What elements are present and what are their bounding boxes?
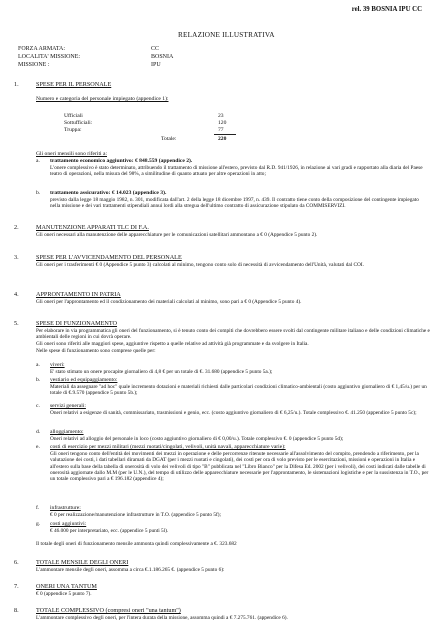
section-8-text: L'ammontare complessivo degli oneri, per l'intera durata della missione, assomma quindi a € 7.275.761. (appendice 6). xyxy=(36,615,288,621)
item-5e-head: costi di esercizio per mezzi militari (mezzi ruotati/cingolati, velivoli, unità navali, apparecchiature varie): xyxy=(50,444,286,450)
sottufficiali-label: Sottufficiali: xyxy=(64,120,93,126)
item-a-head: trattamento economico aggiuntivo: € 848.559 (appendice 2). xyxy=(50,158,193,164)
section-2-number: 2. xyxy=(14,224,19,231)
section-7-number: 7. xyxy=(14,583,19,590)
item-5c-letter: c. xyxy=(36,403,40,409)
section-5-totale: Il totale degli oneri di funzionamento mensile ammonta quindi complessivamente a €. 323.682 xyxy=(36,541,237,547)
item-5d-head: alloggiamento: xyxy=(50,429,84,435)
item-b-head: trattamento assicurativo: € 14.023 (appendice 3). xyxy=(50,190,167,196)
item-5b-text: Materiali da assegnare "ad hoc" quale incremento dotazioni e materiali richiesti dalle particolari condizioni climatico-ambientali (costo aggiuntivo giornaliero di € 1,45/u.) per un totale di €.9.570 (appendice 5 punto 5b.); xyxy=(50,384,427,397)
ufficiali-label: Ufficiali xyxy=(64,113,83,119)
truppa-value: 77 xyxy=(218,127,224,133)
document-reference: rel. 39 BOSNIA IPU CC xyxy=(351,6,422,13)
item-5b-letter: b. xyxy=(36,377,41,383)
item-5d-text: Oneri relativi ad alloggio del personale in loco (costo aggiuntivo giornaliero di € 0,00/u.). Totale complessivo €. 0 (appendice 5 punto 5d); xyxy=(50,436,344,442)
totale-value: 220 xyxy=(218,136,227,142)
item-5d-letter: d. xyxy=(36,429,41,435)
section-6-number: 6. xyxy=(14,559,19,566)
item-5a-text: E' stato stimato un onere procapite giornaliero di 4,8 € per un totale di €. 31.680 (appendice 5 punto 5a.); xyxy=(50,369,273,375)
totale-rule xyxy=(214,134,236,135)
item-5a-head: viveri: xyxy=(50,362,65,368)
item-a-letter: a. xyxy=(36,158,40,164)
section-5-intro2: Gli oneri sono riferiti alle maggiori spese, aggiuntive rispetto a quelle relative ad attività già programmate e da svolgere in Italia. xyxy=(36,341,309,347)
item-a-text: L'onere complessivo è stato determinato, attribuendo il trattamento di missione all'estero, previsto dal R.D. 941/1926, in relazione ai vari gradi e rapportato alla diaria del Paese teatro di operazioni, nella misura del 98%, a similitudine di quanto attuato per altre operazioni in atto; xyxy=(50,165,423,178)
document-title: RELAZIONE ILLUSTRATIVA xyxy=(178,31,275,39)
missione-label: MISSIONE : xyxy=(18,62,50,68)
item-5c-text: Oneri relativi a esigenze di sanità, commissariato, trasmissioni e genio, ecc. (costo aggiuntivo giornaliero di € 6,25/u.). Totale complessivo €. 41.250 (appendice 5 punto 5c); xyxy=(50,410,417,416)
item-5a-letter: a. xyxy=(36,362,40,368)
section-8-number: 8. xyxy=(14,607,19,614)
section-5-intro: Per elaborare in via programmatica gli oneri del funzionamento, si è tenuto conto dei compiti che dovrebbero essere svolti dal contingente militare italiano e delle condizioni climatiche e ambientali delle regioni in cui dovrà operare. xyxy=(36,328,430,341)
section-5-title: SPESE DI FUNZIONAMENTO xyxy=(36,320,118,327)
item-5e-letter: e. xyxy=(36,444,40,450)
item-5c-head: servizi generali: xyxy=(50,403,86,409)
section-3-number: 3. xyxy=(14,254,19,261)
item-b-text: previsto dalla legge 18 maggio 1982, n. 301, modificata dall'art. 2 della legge 18 dicembre 1997, n. 439. Il contratto tiene conto della composizione del contingente impiegato nella missione e dei vari trattamenti stipendiali annui lordi alla stregua dell'ultimo contratto di assicurazione stipulato da COMMISERVIZI. xyxy=(50,197,419,210)
section-1-title: SPESE PER IL PERSONALE xyxy=(36,81,112,88)
section-8-title: TOTALE COMPLESSIVO (compresi oneri "una tantum") xyxy=(36,607,181,614)
section-4-number: 4. xyxy=(14,291,19,298)
missione-value: IPU xyxy=(151,62,161,68)
item-5b-head: vestiario ed equipaggiamento: xyxy=(50,377,118,383)
item-5g-head: costi aggiuntivi: xyxy=(50,521,87,527)
section-3-text: Gli oneri per i trasferimenti € 0 (Appendice 5 punto 3) calcolati al minimo, tengono conto solo di necessità di avvicendamento dell'Unità, valutati dal COI. xyxy=(36,262,364,268)
item-5e-text: Gli oneri tengono conto dell'entità dei movimenti dei mezzi in operazione e delle percorrenze ritenute necessarie all'assolvimento del compito, prendendo a riferimento, per la valutazione dei costi, i dati tabellari diramati da DGAT (per i mezzi ruotati e cingolati), dei costi per ora di volo previsto per le esercitazioni, missioni e operazioni in Italia e all'estero sulla base della tabella di onerosità di volo dei velivoli di tipo "B" pubblicata nel "Libro Bianco" per la Difesa Ed. 2002 (per i velivoli), dei costi indicati dalle tabelle di onerosità aggiornate dallo M.M (per le U.N.), del tempo di utilizzo delle apparecchiature necessarie per l'approntamento, le sistemazioni logistiche e per la sussistenza in T.O., per un totale complessivo pari a € 196.182 (appendice 4); xyxy=(50,451,429,483)
localita-label: LOCALITA' MISSIONE: xyxy=(18,54,81,60)
section-1-subtitle: Numero e categoria del personale impiegato (appendice 1): xyxy=(36,96,169,102)
item-5f-head: infrastrutture: xyxy=(50,505,81,511)
item-5g-text: € 46.000 per interpretariato, ecc. (appendice 5 punti 5l). xyxy=(50,528,169,534)
section-7-title: ONERI UNA TANTUM xyxy=(36,583,97,590)
truppa-label: Truppa: xyxy=(64,127,82,133)
forza-armata-label: FORZA ARMATA: xyxy=(18,46,66,52)
oneri-riferiti: Gli oneri mensili sono riferiti a: xyxy=(36,151,107,157)
item-b-letter: b. xyxy=(36,190,41,196)
section-2-title: MANUTENZIONE APPARATI TLC DI F.A. xyxy=(36,224,149,231)
section-4-text: Gli oneri per l'approntamento ed il condizionamento dei materiali calcolati al minimo, sono pari a € 0 (Appendice 5 punto 4). xyxy=(36,299,302,305)
item-5f-text: € 0 per realizzazione/manutenzione infrastrutture in T.O. (appendice 5 punto 5f); xyxy=(50,512,222,518)
item-5g-letter: g. xyxy=(36,521,41,527)
ufficiali-value: 23 xyxy=(218,113,224,119)
item-5f-letter: f. xyxy=(36,505,40,511)
section-7-text: € 0 (appendice 5 punto 7). xyxy=(36,591,92,597)
sottufficiali-value: 120 xyxy=(218,120,227,126)
totale-label: Totale: xyxy=(161,136,177,142)
section-6-text: L'ammontare mensile degli oneri, assomma a circa €.1.186.265 €. (appendice 5 punto 6): xyxy=(36,567,225,573)
section-4-title: APPRONTAMENTO IN PATRIA xyxy=(36,291,121,298)
forza-armata-value: CC xyxy=(151,46,160,52)
section-1-number: 1. xyxy=(14,81,19,88)
section-2-text: Gli oneri necessari alla manutenzione delle apparecchiature per le comunicazioni satellitari ammontano a € 0 (Appendice 5 punto 2). xyxy=(36,232,318,238)
section-5-intro3: Nelle spese di funzionamento sono comprese quelle per: xyxy=(36,348,156,354)
localita-value: BOSNIA xyxy=(151,54,174,60)
section-3-title: SPESE PER L'AVVICENDAMENTO DEL PERSONALE xyxy=(36,254,182,261)
section-6-title: TOTALE MENSILE DEGLI ONERI xyxy=(36,559,129,566)
section-5-number: 5. xyxy=(14,320,19,327)
